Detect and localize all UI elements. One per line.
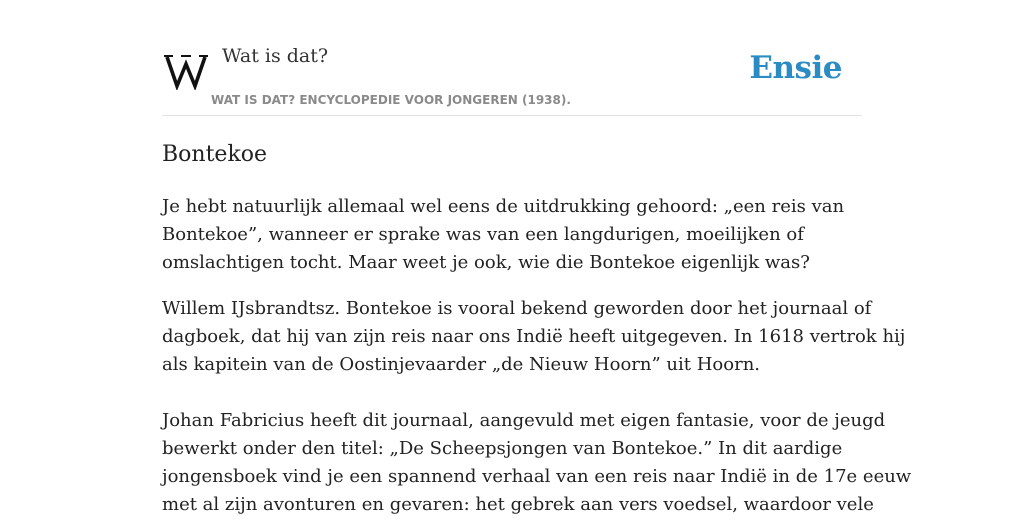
paragraph-line: Johan Fabricius heeft dit journaal, aangevuld met eigen fantasie, voor de jeugd: [162, 410, 886, 431]
article-title: Bontekoe: [162, 142, 268, 167]
site-subtitle: WAT IS DAT? ENCYCLOPEDIE VOOR JONGEREN (1938).: [211, 93, 571, 107]
paragraph-line: als kapitein van de Oostinjevaarder „de Nieuw Hoorn” uit Hoorn.: [162, 354, 761, 375]
paragraph-line: met al zijn avonturen en gevaren: het gebrek aan vers voedsel, waardoor vele: [162, 494, 874, 515]
paragraph-line: Je hebt natuurlijk allemaal wel eens de uitdrukking gehoord: „een reis van: [162, 196, 845, 217]
paragraph-line: Bontekoe”, wanneer er sprake was van een langdurigen, moeilijken of: [162, 224, 804, 245]
article-paragraph-2: [162, 295, 906, 379]
site-header: [162, 0, 862, 116]
paragraph-line: omslachtigen tocht. Maar weet je ook, wie die Bontekoe eigenlijk was?: [162, 252, 810, 273]
article-paragraph-1: [162, 193, 862, 277]
wikipedia-w-logo-icon[interactable]: [164, 52, 208, 90]
site-title-link[interactable]: Wat is dat?: [222, 45, 329, 67]
paragraph-line: bewerkt onder den titel: „De Scheepsjongen van Bontekoe.” In dit aardige: [162, 438, 843, 459]
paragraph-line: jongensboek vind je een spannend verhaal van een reis naar Indië in de 17e eeuw: [162, 466, 912, 487]
page-container: [162, 0, 912, 519]
paragraph-line: Willem IJsbrandtsz. Bontekoe is vooral bekend geworden door het journaal of: [162, 298, 872, 319]
paragraph-line: dagboek, dat hij van zijn reis naar ons Indië heeft uitgegeven. In 1618 vertrok hij: [162, 326, 906, 347]
ensie-brand-link[interactable]: Ensie: [749, 50, 842, 86]
article-paragraph-3: [162, 407, 912, 519]
